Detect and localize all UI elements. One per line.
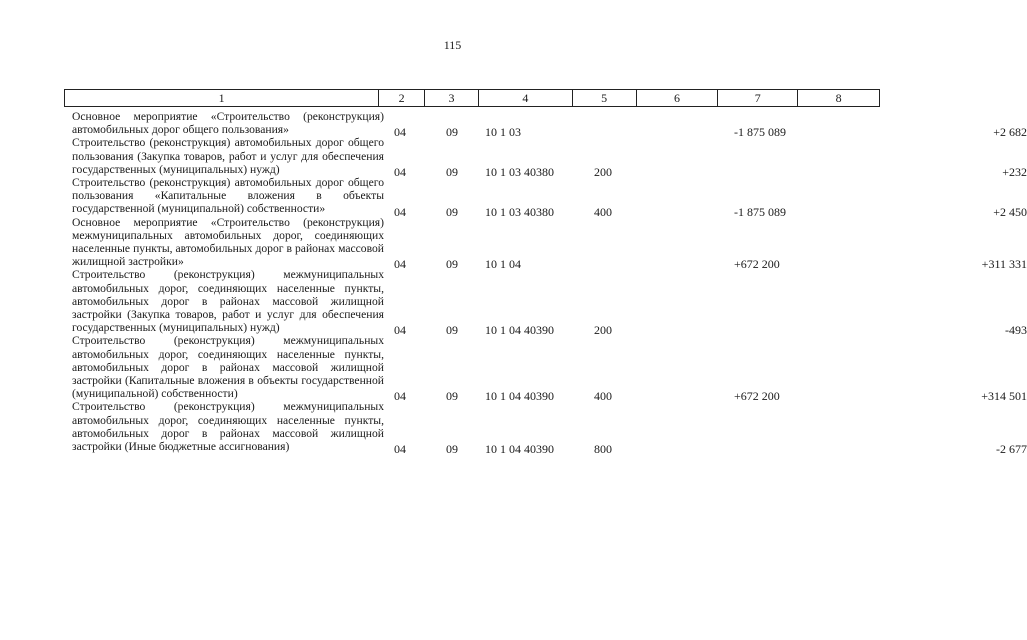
row-expense-type: 400: [594, 389, 612, 404]
row-target-code: 10 1 04 40390: [485, 442, 554, 457]
row-amount-6: -493: [1005, 323, 1027, 338]
row-subsection: 09: [446, 323, 458, 338]
row-target-code: 10 1 04 40390: [485, 323, 554, 338]
row-expense-type: 400: [594, 204, 612, 219]
table-row: [64, 176, 1027, 219]
row-amount-6: +311 331: [981, 257, 1027, 272]
table-row: [64, 334, 1027, 404]
row-description: Строительство (реконструкция) автомобильных дорог общего пользования (Закупка товаров, работ и услуг для обеспечения государственных (муниципальных) нужд): [72, 136, 384, 176]
row-amount-6: +314 501: [981, 389, 1027, 404]
row-subsection: 09: [446, 125, 458, 140]
row-description: Основное мероприятие «Строительство (реконструкция) автомобильных дорог общего пользования»: [72, 110, 384, 137]
row-amount-7: +672 200: [734, 389, 780, 404]
row-section: 04: [394, 389, 406, 404]
row-section: 04: [394, 204, 406, 219]
row-expense-type: 800: [594, 442, 612, 457]
row-section: 04: [394, 165, 406, 180]
row-section: 04: [394, 323, 406, 338]
header-col-7: 7: [717, 90, 797, 106]
row-target-code: 10 1 03 40380: [485, 204, 554, 219]
row-target-code: 10 1 04 40390: [485, 389, 554, 404]
row-amount-6: +2 682: [993, 125, 1027, 140]
header-col-3: 3: [424, 90, 478, 106]
row-subsection: 09: [446, 204, 458, 219]
row-target-code: 10 1 03 40380: [485, 165, 554, 180]
row-subsection: 09: [446, 442, 458, 457]
header-col-2: 2: [378, 90, 424, 106]
row-description: Строительство (реконструкция) межмуниципальных автомобильных дорог, соединяющих населенные пункты, автомобильных дорог в районах массовой жилищной застройки (Капитальные вложения в объекты государственной (муниципальной) собственности): [72, 334, 384, 401]
row-amount-6: +232: [1002, 165, 1027, 180]
row-amount-7: -1 875 089: [734, 125, 786, 140]
row-amount-6: -2 677: [996, 442, 1027, 457]
row-section: 04: [394, 125, 406, 140]
header-col-1: 1: [218, 91, 225, 105]
header-col-8: 8: [797, 90, 879, 106]
table-row: [64, 268, 1027, 338]
table-row: [64, 136, 1027, 180]
table-body: [64, 110, 1027, 457]
page-number: 115: [443, 38, 462, 52]
row-description: Строительство (реконструкция) межмуниципальных автомобильных дорог, соединяющих населенные пункты, автомобильных дорог в районах массовой жилищной застройки (Закупка товаров, работ и услуг для обеспечения государственных (муниципальных) нужд): [72, 268, 384, 335]
row-subsection: 09: [446, 389, 458, 404]
row-expense-type: 200: [594, 323, 612, 338]
row-description: Основное мероприятие «Строительство (реконструкция) межмуниципальных автомобильных дорог, соединяющих населенные пункты, автомобильных дорог в районах массовой жилищной застройки»: [72, 215, 384, 269]
row-section: 04: [394, 442, 406, 457]
row-target-code: 10 1 04: [485, 257, 521, 272]
row-description: Строительство (реконструкция) автомобильных дорог общего пользования «Капитальные вложения в объекты государственной (муниципальной) собственности»: [72, 176, 384, 216]
row-expense-type: 200: [594, 165, 612, 180]
row-amount-7: +672 200: [734, 257, 780, 272]
row-subsection: 09: [446, 257, 458, 272]
header-col-4: 4: [478, 90, 572, 106]
header-col-5: 5: [572, 90, 636, 106]
row-amount-7: -1 875 089: [734, 204, 786, 219]
row-section: 04: [394, 257, 406, 272]
table-row: [64, 215, 1027, 272]
table-row: [64, 400, 1027, 457]
header-col-6: 6: [636, 90, 718, 106]
row-subsection: 09: [446, 165, 458, 180]
row-amount-6: +2 450: [993, 204, 1027, 219]
table-row: [64, 110, 1027, 140]
table-header: [64, 89, 880, 107]
row-description: Строительство (реконструкция) межмуниципальных автомобильных дорог, соединяющих населенные пункты, автомобильных дорог в районах массовой жилищной застройки (Иные бюджетные ассигнования): [72, 400, 384, 454]
row-target-code: 10 1 03: [485, 125, 521, 140]
